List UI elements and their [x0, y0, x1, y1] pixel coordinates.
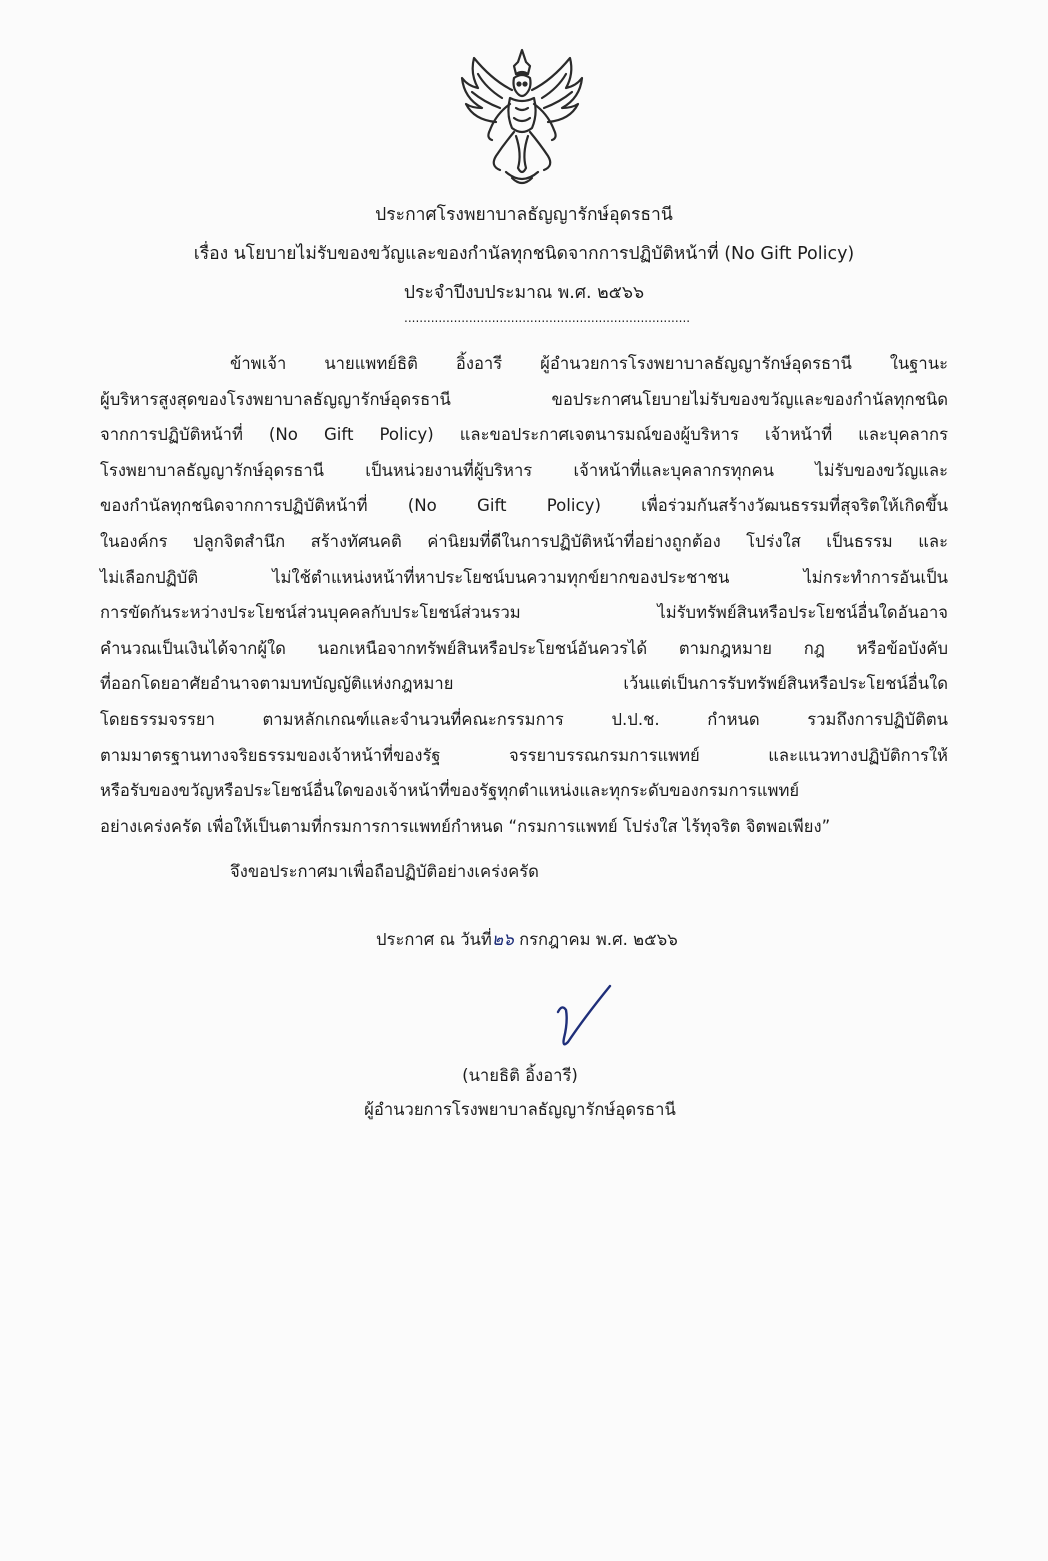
- header-title: ประกาศโรงพยาบาลธัญญารักษ์อุดรธานี: [375, 205, 673, 225]
- closing-statement: จึงขอประกาศมาเพื่อถือปฏิบัติอย่างเคร่งครัด: [230, 862, 539, 881]
- signatory-title: ผู้อำนวยการโรงพยาบาลธัญญารักษ์อุดรธานี: [364, 1100, 676, 1119]
- body-line: ในองค์กร ปลูกจิตสำนึก สร้างทัศนคติ ค่านิยมที่ดีในการปฏิบัติหน้าที่อย่างถูกต้อง โปร่งใส เป็นธรรม และ: [100, 531, 948, 551]
- signatory-name: (นายธิติ อิ้งอารี): [462, 1066, 578, 1085]
- body-line: จากการปฏิบัติหน้าที่ (No Gift Policy) และขอประกาศเจตนารมณ์ของผู้บริหาร เจ้าหน้าที่ และบุคลากร: [100, 425, 948, 445]
- body-line: คำนวณเป็นเงินได้จากผู้ใด นอกเหนือจากทรัพย์สินหรือประโยชน์อันควรได้ ตามกฎหมาย กฎ หรือข้อบังคับ: [100, 638, 948, 658]
- announcement-body: [100, 346, 948, 844]
- body-line: ไม่เลือกปฏิบัติ ไม่ใช้ตำแหน่งหน้าที่หาประโยชน์บนความทุกข์ยากของประชาชน ไม่กระทำการอันเป็น: [100, 567, 948, 587]
- header-separator: ...........................................................................: [404, 311, 691, 325]
- body-line: โดยธรรมจรรยา ตามหลักเกณฑ์และจำนวนที่คณะกรรมการ ป.ป.ช. กำหนด รวมถึงการปฏิบัติตน: [100, 709, 948, 729]
- body-line: ของกำนัลทุกชนิดจากการปฏิบัติหน้าที่ (No Gift Policy) เพื่อร่วมกันสร้างวัฒนธรรมที่สุจริตให้เกิดขึ้น: [100, 496, 948, 516]
- announcement-header: [100, 196, 948, 313]
- body-line: ผู้บริหารสูงสุดของโรงพยาบาลธัญญารักษ์อุดรธานี ขอประกาศนโยบายไม่รับของขวัญและของกำนัลทุกชนิด: [100, 389, 948, 409]
- body-line: อย่างเคร่งครัด เพื่อให้เป็นตามที่กรมการการแพทย์กำหนด “กรมการแพทย์ โปร่งใส ไร้ทุจริต จิตพอเพียง”: [100, 816, 831, 836]
- body-line: ตามมาตรฐานทางจริยธรรมของเจ้าหน้าที่ของรัฐ จรรยาบรรณกรมการแพทย์ และแนวทางปฏิบัติการให้: [100, 745, 948, 765]
- body-line: ข้าพเจ้า นายแพทย์ธิติ อิ้งอารี ผู้อำนวยการโรงพยาบาลธัญญารักษ์อุดรธานี ในฐานะ: [230, 354, 948, 373]
- body-line: โรงพยาบาลธัญญารักษ์อุดรธานี เป็นหน่วยงานที่ผู้บริหาร เจ้าหน้าที่และบุคลากรทุกคน ไม่รับของขวัญและ: [100, 460, 948, 480]
- date-prefix: ประกาศ ณ วันที่: [376, 930, 492, 949]
- date-suffix: กรกฎาคม พ.ศ. ๒๕๖๖: [513, 930, 678, 949]
- date-day-handwritten: ๒๖: [491, 930, 514, 950]
- announcement-date: [376, 922, 678, 958]
- body-line: หรือรับของขวัญหรือประโยชน์อื่นใดของเจ้าหน้าที่ของรัฐทุกตำแหน่งและทุกระดับของกรมการแพทย์: [100, 781, 800, 801]
- header-fiscal-year: ประจำปีงบประมาณ พ.ศ. ๒๕๖๖: [403, 283, 645, 303]
- header-subject: เรื่อง นโยบายไม่รับของขวัญและของกำนัลทุกชนิดจากการปฏิบัติหน้าที่ (No Gift Policy): [193, 244, 855, 264]
- handwritten-signature-icon: [548, 982, 628, 1058]
- body-line: การขัดกันระหว่างประโยชน์ส่วนบุคคลกับประโยชน์ส่วนรวม ไม่รับทรัพย์สินหรือประโยชน์อื่นใดอันอาจ: [100, 603, 948, 623]
- garuda-emblem-icon: [456, 44, 588, 192]
- body-line: ที่ออกโดยอาศัยอำนาจตามบทบัญญัติแห่งกฎหมาย เว้นแต่เป็นการรับทรัพย์สินหรือประโยชน์อื่นใด: [100, 674, 948, 694]
